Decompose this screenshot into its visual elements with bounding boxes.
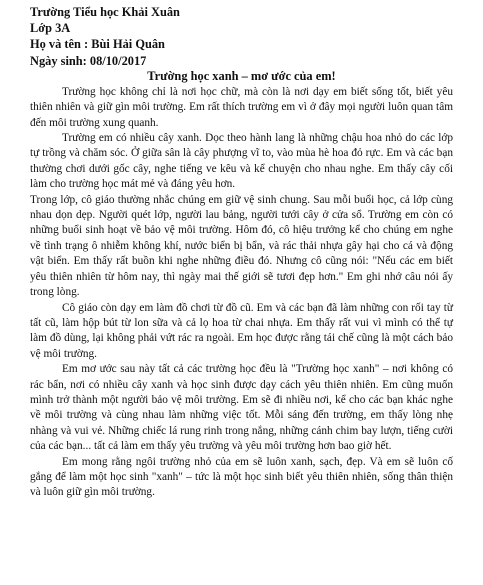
essay-paragraph-3: Trong lớp, cô giáo thường nhắc chúng em giữ vệ sinh chung. Sau mỗi buổi học, cả lớp cùng nhau dọn dẹp. Người quét lớp, người lau bảng, người tưới cây ở cửa sổ. Trường em còn có những buổi sinh hoạt về bảo vệ môi trường. Hôm đó, cô hiệu trưởng kể cho chúng em nghe về tình trạng ô nhiễm không khí, nước biển bị bẩn, và rác thải nhựa gây hại cho cá và động vật biển. Em thấy rất buồn khi nghe những điều đó. Nhưng cô cũng nói: "Nếu các em biết yêu thiên nhiên từ hôm nay, thì ngày mai thế giới sẽ tươi đẹp hơn." Em ghi nhớ câu nói ấy trong lòng. <box>30 193 453 299</box>
date-of-birth: Ngày sinh: 08/10/2017 <box>30 53 147 68</box>
school-name: Trường Tiểu học Khải Xuân <box>30 5 180 19</box>
essay-paragraph-4: Cô giáo còn dạy em làm đồ chơi từ đồ cũ. Em và các bạn đã làm những con rối tay từ tất cũ, làm hộp bút từ lon sữa và cả lọ hoa từ chai nhựa. Em thấy rất vui vì mình có thể tự làm đồ dùng, lại không phải vứt rác ra ngoài. Em học được rằng tái chế cũng là một cách bảo vệ môi trường. <box>30 301 453 360</box>
student-name: Họ và tên : Bùi Hải Quân <box>30 37 165 52</box>
essay-title: Trường học xanh – mơ ước của em! <box>147 68 336 83</box>
essay-paragraph-2: Trường em có nhiều cây xanh. Dọc theo hành lang là những chậu hoa nhỏ do các lớp tự trồng và chăm sóc. Ở giữa sân là cây phượng vĩ to, vào mùa hè hoa đỏ rực. Em và các bạn thường chơi dưới gốc cây, nghe tiếng ve kêu và kể chuyện cho nhau nghe. Em thấy cây cối làm cho trường học mát mẻ và đáng yêu hơn. <box>30 132 453 191</box>
essay-paragraph-6: Em mong rằng ngôi trường nhỏ của em sẽ luôn xanh, sạch, đẹp. Và em sẽ luôn cố gắng để làm một học sinh "xanh" – tức là một học sinh biết yêu thiên nhiên, sống thân thiện và luôn giữ gìn môi trường. <box>30 455 453 499</box>
essay-paragraph-5: Em mơ ước sau này tất cả các trường học đều là "Trường học xanh" – nơi không có rác bẩn, nơi có nhiều cây xanh và học sinh được dạy cách yêu thiên nhiên. Em cũng muốn mình trở thành một người bảo vệ môi trường. Em sẽ đi nhiều nơi, kể cho các bạn khác nghe về môi trường và cùng nhau làm những việc tốt. Mỗi sáng đến trường, em thấy lòng nhẹ nhàng và vui vẻ. Những chiếc lá rung rinh trong nắng, những cánh chim bay lượn, tiếng cười của các bạn... tất cả làm em thấy yêu trường và yêu môi trường hơn bao giờ hết. <box>30 363 453 453</box>
essay-paragraph-1: Trường học không chỉ là nơi học chữ, mà còn là nơi dạy em biết sống tốt, biết yêu thiên nhiên và giữ gìn môi trường. Em rất thích trường em vì ở đây mọi người luôn quan tâm đến môi trường xung quanh. <box>30 85 453 129</box>
class-name: Lớp 3A <box>30 21 71 36</box>
